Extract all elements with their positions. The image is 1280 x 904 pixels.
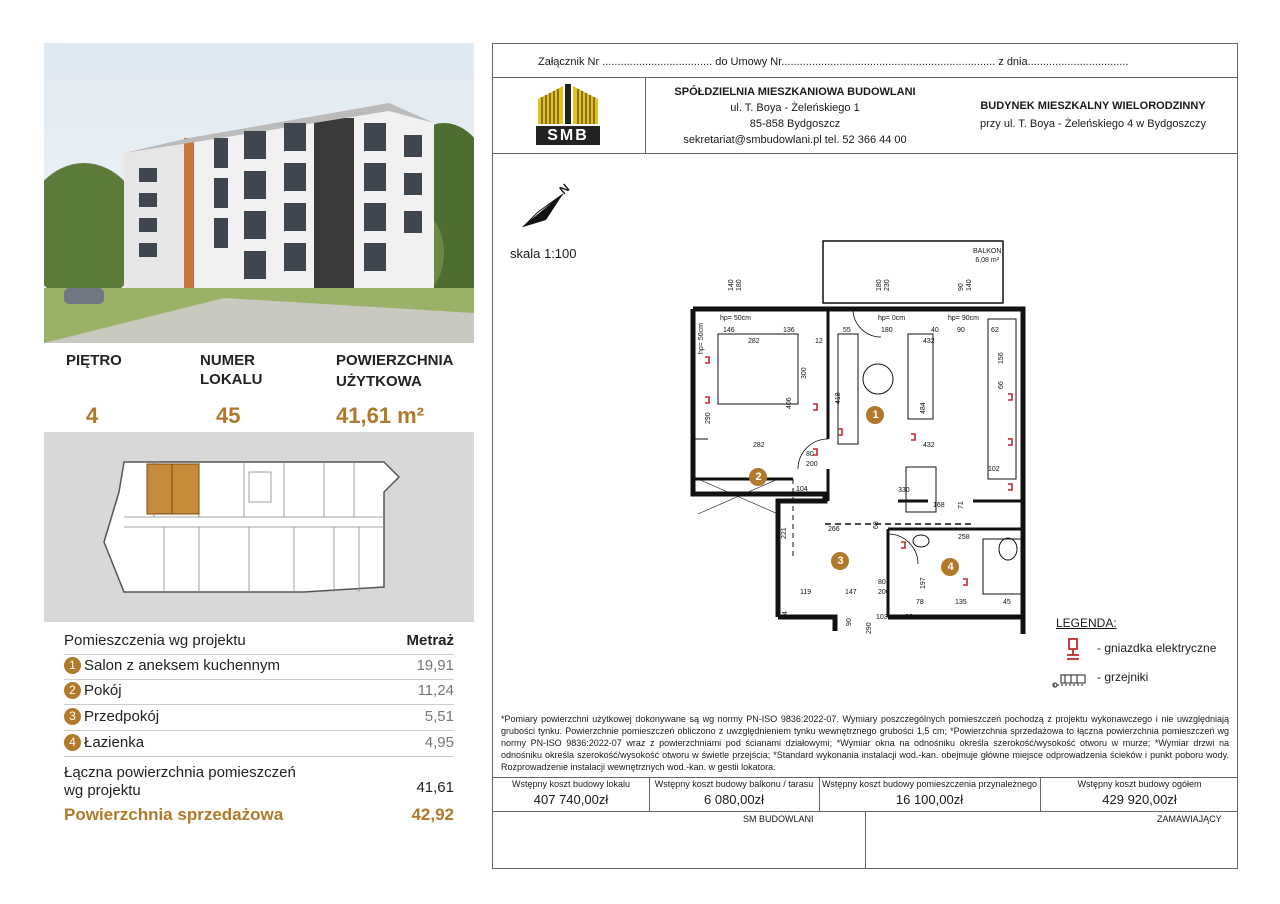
svg-text:68: 68 xyxy=(873,521,880,529)
cost-value: 6 080,00zł xyxy=(704,792,764,807)
balcony-area: 6,08 m² xyxy=(975,257,1000,264)
svg-text:104: 104 xyxy=(796,486,808,493)
unit-label-line-2: LOKALU xyxy=(200,371,263,388)
svg-text:103: 103 xyxy=(876,614,888,621)
svg-text:136: 136 xyxy=(783,327,795,334)
company-street: ul. T. Boya - Żeleńskiego 1 xyxy=(730,102,860,114)
building-block xyxy=(953,97,1233,133)
svg-text:258: 258 xyxy=(958,534,970,541)
floor-key-plan xyxy=(44,432,474,622)
sale-area-label: Powierzchnia sprzedażowa xyxy=(64,805,284,824)
north-label: N xyxy=(556,180,573,198)
svg-text:266: 266 xyxy=(828,526,840,533)
company-contact: sekretariat@smbudowlani.pl tel. 52 366 44 00 xyxy=(683,134,907,146)
unit-label-line-1: NUMER xyxy=(200,352,255,369)
floor-value: 4 xyxy=(86,403,99,428)
room-name: Salon z aneksem kuchennym xyxy=(84,657,280,674)
area-label-line-1: POWIERZCHNIA xyxy=(336,352,454,369)
svg-text:80: 80 xyxy=(806,451,814,458)
legend-socket-label: - gniazdka elektryczne xyxy=(1097,641,1217,655)
socket-icon xyxy=(1063,637,1085,663)
room-number-badge: 3 xyxy=(64,708,81,725)
svg-text:147: 147 xyxy=(845,589,857,596)
svg-text:432: 432 xyxy=(923,442,935,449)
svg-text:140: 140 xyxy=(966,279,973,291)
svg-text:197: 197 xyxy=(920,577,927,589)
room-number-1: 1 xyxy=(872,409,879,421)
svg-text:hp= 90cm: hp= 90cm xyxy=(948,315,979,322)
cost-cell xyxy=(649,779,819,807)
cost-cell xyxy=(1040,779,1239,807)
total-label-line-1: Łączna powierzchnia pomieszczeń xyxy=(64,764,296,781)
svg-text:45: 45 xyxy=(1003,599,1011,606)
svg-text:71: 71 xyxy=(958,501,965,509)
total-value: 41,61 xyxy=(416,779,454,796)
svg-text:484: 484 xyxy=(920,402,927,414)
radiator-icon xyxy=(1051,671,1091,691)
svg-text:180: 180 xyxy=(881,327,893,334)
company-city: 85-858 Bydgoszcz xyxy=(749,118,841,130)
area-label-line-2: UŻYTKOWA xyxy=(336,373,422,390)
svg-text:40: 40 xyxy=(931,327,939,334)
svg-text:hp= 50cm: hp= 50cm xyxy=(720,315,751,322)
rooms-header-right: Metraż xyxy=(406,632,454,649)
svg-text:119: 119 xyxy=(800,589,812,596)
svg-text:200: 200 xyxy=(878,589,890,596)
svg-text:406: 406 xyxy=(786,397,793,409)
svg-text:78: 78 xyxy=(916,599,924,606)
svg-text:282: 282 xyxy=(748,338,760,345)
room-area: 11,24 xyxy=(417,682,454,699)
unit-value: 45 xyxy=(216,403,241,428)
svg-text:330: 330 xyxy=(898,487,910,494)
room-number-badge: 4 xyxy=(64,734,81,751)
apartment-floor-plan xyxy=(673,239,1033,659)
svg-text:24: 24 xyxy=(782,611,789,619)
svg-text:282: 282 xyxy=(753,442,765,449)
room-area: 5,51 xyxy=(424,708,454,725)
room-number-badge: 2 xyxy=(64,682,81,699)
building-title: BUDYNEK MIESZKALNY WIELORODZINNY xyxy=(980,100,1206,112)
room-number-badge: 1 xyxy=(64,657,81,674)
north-arrow-icon xyxy=(518,182,578,237)
room-number-4: 4 xyxy=(947,561,954,573)
room-number-3: 3 xyxy=(837,555,844,567)
svg-text:230: 230 xyxy=(884,279,891,291)
cost-label: Wstępny koszt budowy pomieszczenia przynależnego xyxy=(821,779,1038,789)
signature-left: SM BUDOWLANI xyxy=(743,814,814,824)
area-value: 41,61 m² xyxy=(336,403,425,428)
svg-text:66: 66 xyxy=(998,381,1005,389)
cost-value: 407 740,00zł xyxy=(533,792,609,807)
svg-text:80: 80 xyxy=(878,579,886,586)
svg-text:140: 140 xyxy=(728,279,735,291)
footnote-text: *Pomiary powierzchni użytkowej dokonywane są wg normy PN-ISO 9836:2022-07. Wymiary poszczególnych pomieszczeń pochodzą z projektu wykonawczego i nie uwzględniają grubości tynku. Powierzchnie pomieszczeń obliczono z uwzględnieniem tynku wewnętrznego grubości 1,5 cm; *Powierzchnia sprzedażowa to łączna powierzchnia pomieszczeń wg normy PN-ISO 9836:2022-07 wraz z powierzchniami pod ścianami działowymi; *Wymiar okna na odnośniku określa szerokość/wysokość otworu w murze; *Wymiar drzwi na odnośniku określa szerokość/wysokość otworu w świetle przejścia; *Standard wykonania instalacji wod.-kan. obejmuje główne miejsce odprowadzenia ścieków i punkt poboru wody. Rozprowadzenie instalacji wewnętrznych wod.-kan. w gestii lokatora. xyxy=(501,714,1229,772)
floor-label: PIĘTRO xyxy=(66,352,122,369)
table-row xyxy=(64,682,454,699)
room-name: Pokój xyxy=(84,682,122,699)
rooms-table xyxy=(64,630,454,830)
cost-value: 429 920,00zł xyxy=(1102,792,1177,807)
svg-text:221: 221 xyxy=(781,527,788,539)
cost-cell xyxy=(819,779,1040,807)
building-address: przy ul. T. Boya - Żeleńskiego 4 w Bydgoszczy xyxy=(979,118,1206,130)
annex-line: Załącznik Nr .................................... do Umowy Nr...................................................................... z dnia................................. xyxy=(538,56,1129,68)
svg-text:90: 90 xyxy=(957,327,965,334)
svg-text:55: 55 xyxy=(843,327,851,334)
balcony-title: BALKON xyxy=(973,248,1002,255)
rooms-header-left: Pomieszczenia wg projektu xyxy=(64,632,246,649)
room-name: Przedpokój xyxy=(84,708,160,725)
signature-right: ZAMAWIAJĄCY xyxy=(1157,814,1222,824)
svg-text:90: 90 xyxy=(958,283,965,291)
svg-text:156: 156 xyxy=(998,352,1005,364)
company-block xyxy=(645,84,945,148)
svg-text:290: 290 xyxy=(866,622,873,634)
svg-text:290: 290 xyxy=(705,412,712,424)
svg-text:62: 62 xyxy=(991,327,999,334)
balcony-label xyxy=(973,247,1001,265)
building-photo xyxy=(44,43,474,343)
cost-label: Wstępny koszt budowy ogółem xyxy=(1077,779,1202,789)
svg-text:12: 12 xyxy=(815,338,823,345)
document-sheet xyxy=(492,43,1238,869)
svg-text:200: 200 xyxy=(806,461,818,468)
svg-text:418: 418 xyxy=(835,392,842,404)
legend-radiator-label: - grzejniki xyxy=(1097,670,1149,684)
sale-area-value: 42,92 xyxy=(411,805,454,824)
svg-text:300: 300 xyxy=(801,367,808,379)
logo-text: SMB xyxy=(547,127,589,144)
svg-text:hp= 50cm: hp= 50cm xyxy=(698,323,705,354)
legend-title: LEGENDA: xyxy=(1056,616,1117,630)
svg-text:168: 168 xyxy=(933,502,945,509)
table-row xyxy=(64,657,454,674)
svg-text:180: 180 xyxy=(876,279,883,291)
room-area: 4,95 xyxy=(424,734,454,751)
svg-text:102: 102 xyxy=(988,466,1000,473)
cost-label: Wstępny koszt budowy lokalu xyxy=(511,779,631,789)
cost-label: Wstępny koszt budowy balkonu / tarasu xyxy=(654,779,814,789)
table-row xyxy=(64,734,454,751)
scale-label: skala 1:100 xyxy=(510,246,577,261)
table-row xyxy=(64,708,454,725)
cost-value: 16 100,00zł xyxy=(895,792,964,807)
svg-text:hp= 0cm: hp= 0cm xyxy=(878,315,906,322)
svg-text:135: 135 xyxy=(955,599,967,606)
svg-text:32: 32 xyxy=(905,614,913,621)
room-number-2: 2 xyxy=(755,471,762,483)
svg-text:180: 180 xyxy=(736,279,743,291)
company-name: SPÓŁDZIELNIA MIESZKANIOWA BUDOWLANI xyxy=(674,86,916,98)
total-label-line-2: wg projektu xyxy=(64,782,141,799)
smb-logo xyxy=(533,84,603,147)
cost-cell xyxy=(493,779,649,807)
svg-text:432: 432 xyxy=(923,338,935,345)
room-area: 19,91 xyxy=(416,657,454,674)
svg-text:90: 90 xyxy=(846,618,853,626)
room-name: Łazienka xyxy=(84,734,145,751)
svg-text:146: 146 xyxy=(723,327,735,334)
